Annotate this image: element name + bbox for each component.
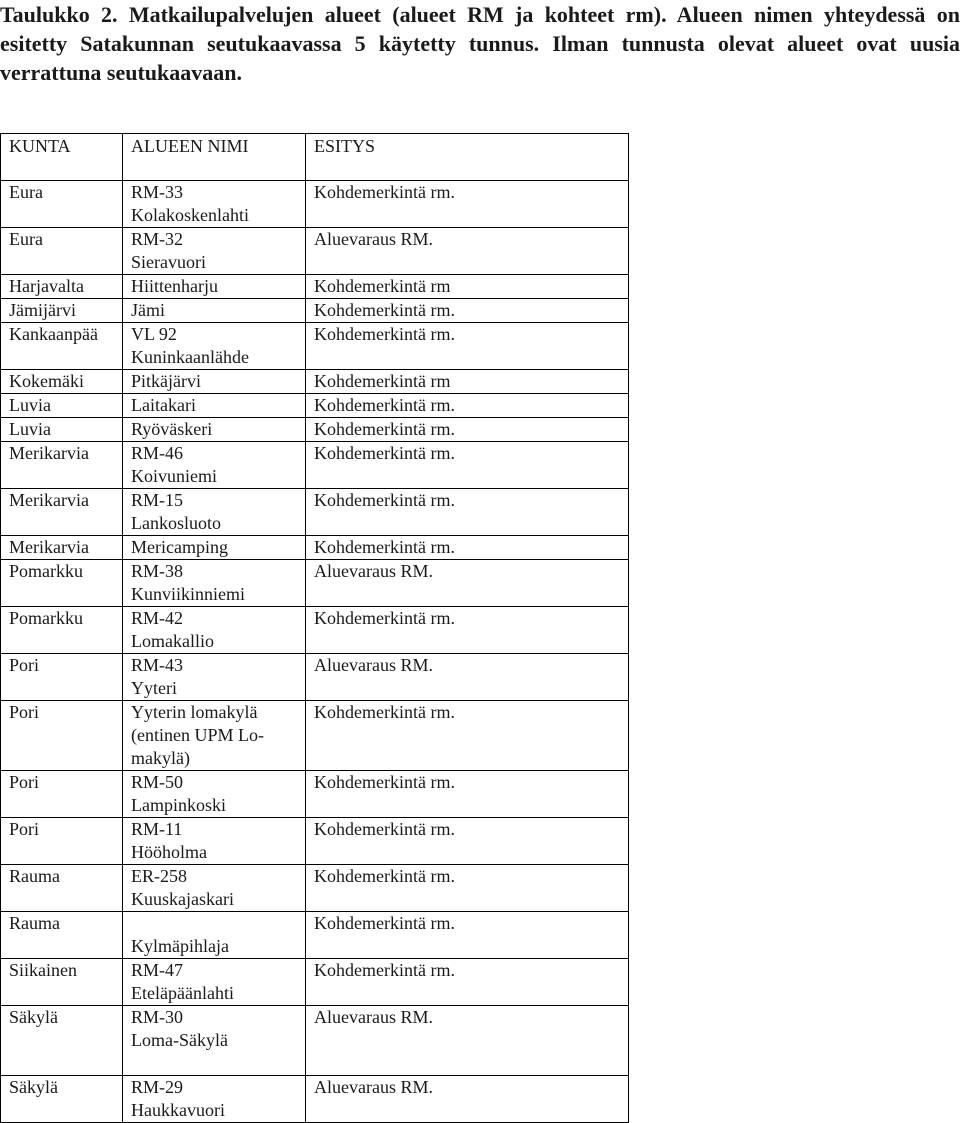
cell-esitys: Kohdemerkintä rm. xyxy=(306,323,629,370)
cell-alueen-nimi-line: Kuninkaanlähde xyxy=(131,347,249,367)
cell-kunta: Luvia xyxy=(1,418,123,442)
cell-alueen-nimi-line: Jämi xyxy=(131,300,165,320)
table-row xyxy=(1,394,629,418)
cell-alueen-nimi xyxy=(123,228,306,275)
cell-alueen-nimi-line: Yyterin lomakylä (entinen UPM Lo-makylä) xyxy=(131,702,264,768)
table-row xyxy=(1,701,629,771)
cell-alueen-nimi xyxy=(123,181,306,228)
cell-alueen-nimi xyxy=(123,323,306,370)
cell-alueen-nimi-line: RM-42 xyxy=(131,608,184,628)
cell-kunta: Pomarkku xyxy=(1,607,123,654)
table-row xyxy=(1,912,629,959)
cell-esitys: Aluevaraus RM. xyxy=(306,560,629,607)
cell-alueen-nimi-line: Yyteri xyxy=(131,678,177,698)
cell-kunta: Pori xyxy=(1,771,123,818)
cell-kunta: Säkylä xyxy=(1,1076,123,1123)
cell-kunta: Pori xyxy=(1,701,123,771)
cell-alueen-nimi-line: Loma-Säkylä xyxy=(131,1030,228,1050)
cell-esitys: Kohdemerkintä rm. xyxy=(306,536,629,560)
cell-esitys: Kohdemerkintä rm. xyxy=(306,607,629,654)
cell-alueen-nimi-line: Kylmäpihlaja xyxy=(131,936,229,956)
header-kunta: KUNTA xyxy=(1,134,123,181)
cell-kunta: Merikarvia xyxy=(1,536,123,560)
cell-esitys: Kohdemerkintä rm. xyxy=(306,442,629,489)
cell-kunta: Kokemäki xyxy=(1,370,123,394)
cell-kunta: Eura xyxy=(1,181,123,228)
cell-alueen-nimi-line: ER-258 xyxy=(131,866,187,886)
cell-alueen-nimi-line: RM-43 xyxy=(131,655,184,675)
table-row xyxy=(1,181,629,228)
cell-alueen-nimi-line: Kuuskajaskari xyxy=(131,889,234,909)
cell-alueen-nimi-line: Hööholma xyxy=(131,842,207,862)
cell-kunta: Siikainen xyxy=(1,959,123,1006)
table-body xyxy=(1,181,629,1123)
cell-alueen-nimi xyxy=(123,865,306,912)
cell-alueen-nimi xyxy=(123,560,306,607)
cell-alueen-nimi xyxy=(123,701,306,771)
table-row xyxy=(1,442,629,489)
table-row xyxy=(1,865,629,912)
cell-alueen-nimi-line: Haukkavuori xyxy=(131,1100,225,1120)
cell-esitys: Kohdemerkintä rm xyxy=(306,275,629,299)
cell-alueen-nimi-line: Kolakoskenlahti xyxy=(131,205,249,225)
table-row xyxy=(1,1076,629,1123)
cell-esitys: Aluevaraus RM. xyxy=(306,1076,629,1123)
header-alueen-nimi: ALUEEN NIMI xyxy=(123,134,306,181)
cell-kunta: Pori xyxy=(1,818,123,865)
cell-kunta: Harjavalta xyxy=(1,275,123,299)
table-row xyxy=(1,959,629,1006)
cell-kunta: Rauma xyxy=(1,912,123,959)
cell-esitys: Kohdemerkintä rm. xyxy=(306,912,629,959)
cell-kunta: Merikarvia xyxy=(1,442,123,489)
cell-esitys: Kohdemerkintä rm. xyxy=(306,418,629,442)
cell-kunta: Säkylä xyxy=(1,1006,123,1076)
header-esitys: ESITYS xyxy=(306,134,629,181)
cell-alueen-nimi-line: RM-29 xyxy=(131,1077,184,1097)
table-row xyxy=(1,489,629,536)
table-row xyxy=(1,560,629,607)
cell-alueen-nimi xyxy=(123,771,306,818)
cell-alueen-nimi xyxy=(123,442,306,489)
cell-alueen-nimi-line xyxy=(131,1052,305,1075)
cell-esitys: Kohdemerkintä rm. xyxy=(306,181,629,228)
cell-kunta: Merikarvia xyxy=(1,489,123,536)
cell-alueen-nimi-line: Eteläpäänlahti xyxy=(131,983,234,1003)
cell-kunta: Jämijärvi xyxy=(1,299,123,323)
cell-alueen-nimi xyxy=(123,912,306,959)
cell-esitys: Kohdemerkintä rm. xyxy=(306,701,629,771)
cell-alueen-nimi-line: RM-38 xyxy=(131,561,184,581)
table-caption: Taulukko 2. Matkailupalvelujen alueet (alueet RM ja kohteet rm). Alueen nimen yhteydessä on esitetty Satakunnan seutukaavassa 5 käytetty tunnus. Ilman tunnusta olevat alueet ovat uusia verrattuna seutukaavaan. xyxy=(0,2,960,85)
cell-esitys: Kohdemerkintä rm xyxy=(306,370,629,394)
cell-alueen-nimi-line: Koivuniemi xyxy=(131,466,217,486)
cell-esitys: Kohdemerkintä rm. xyxy=(306,299,629,323)
cell-alueen-nimi-line: RM-47 xyxy=(131,960,184,980)
cell-kunta: Pori xyxy=(1,654,123,701)
cell-alueen-nimi-line: Hiittenharju xyxy=(131,276,218,296)
cell-alueen-nimi xyxy=(123,394,306,418)
cell-alueen-nimi xyxy=(123,959,306,1006)
tourism-areas-table xyxy=(0,133,629,1123)
cell-alueen-nimi xyxy=(123,818,306,865)
cell-kunta: Eura xyxy=(1,228,123,275)
cell-esitys: Aluevaraus RM. xyxy=(306,1006,629,1076)
cell-alueen-nimi-line: RM-11 xyxy=(131,819,183,839)
cell-alueen-nimi-line: RM-30 xyxy=(131,1007,184,1027)
cell-alueen-nimi-line: Sieravuori xyxy=(131,252,206,272)
table-row xyxy=(1,370,629,394)
cell-alueen-nimi xyxy=(123,489,306,536)
cell-alueen-nimi-line: Mericamping xyxy=(131,537,228,557)
table-header-row xyxy=(1,134,629,181)
table-row xyxy=(1,771,629,818)
cell-alueen-nimi-line: RM-15 xyxy=(131,490,184,510)
cell-alueen-nimi xyxy=(123,654,306,701)
table-row xyxy=(1,299,629,323)
cell-alueen-nimi xyxy=(123,299,306,323)
cell-alueen-nimi-line: Ryöväskeri xyxy=(131,419,213,439)
table-row xyxy=(1,323,629,370)
cell-alueen-nimi xyxy=(123,1076,306,1123)
cell-alueen-nimi-line: Kunviikinniemi xyxy=(131,584,245,604)
cell-alueen-nimi-line: Pitkäjärvi xyxy=(131,371,201,391)
cell-alueen-nimi xyxy=(123,607,306,654)
cell-alueen-nimi xyxy=(123,275,306,299)
cell-alueen-nimi-line xyxy=(131,912,305,935)
cell-alueen-nimi-line: VL 92 xyxy=(131,324,177,344)
cell-alueen-nimi xyxy=(123,536,306,560)
cell-alueen-nimi xyxy=(123,418,306,442)
table-row xyxy=(1,1006,629,1076)
cell-alueen-nimi-line: Laitakari xyxy=(131,395,196,415)
cell-alueen-nimi-line: RM-46 xyxy=(131,443,184,463)
cell-alueen-nimi-line: RM-50 xyxy=(131,772,184,792)
cell-alueen-nimi xyxy=(123,370,306,394)
cell-esitys: Aluevaraus RM. xyxy=(306,654,629,701)
table-row xyxy=(1,228,629,275)
cell-alueen-nimi-line: RM-32 xyxy=(131,229,184,249)
cell-kunta: Rauma xyxy=(1,865,123,912)
cell-kunta: Luvia xyxy=(1,394,123,418)
cell-kunta: Kankaanpää xyxy=(1,323,123,370)
cell-alueen-nimi-line: Lampinkoski xyxy=(131,795,226,815)
table-row xyxy=(1,607,629,654)
table-row xyxy=(1,654,629,701)
table-row xyxy=(1,275,629,299)
cell-alueen-nimi-line: Lomakallio xyxy=(131,631,214,651)
cell-alueen-nimi xyxy=(123,1006,306,1076)
cell-esitys: Kohdemerkintä rm. xyxy=(306,865,629,912)
cell-esitys: Aluevaraus RM. xyxy=(306,228,629,275)
table-row xyxy=(1,818,629,865)
cell-esitys: Kohdemerkintä rm. xyxy=(306,959,629,1006)
cell-esitys: Kohdemerkintä rm. xyxy=(306,394,629,418)
cell-esitys: Kohdemerkintä rm. xyxy=(306,771,629,818)
table-row xyxy=(1,418,629,442)
cell-alueen-nimi-line: Lankosluoto xyxy=(131,513,221,533)
cell-esitys: Kohdemerkintä rm. xyxy=(306,818,629,865)
cell-alueen-nimi-line: RM-33 xyxy=(131,182,184,202)
cell-esitys: Kohdemerkintä rm. xyxy=(306,489,629,536)
table-row xyxy=(1,536,629,560)
cell-kunta: Pomarkku xyxy=(1,560,123,607)
